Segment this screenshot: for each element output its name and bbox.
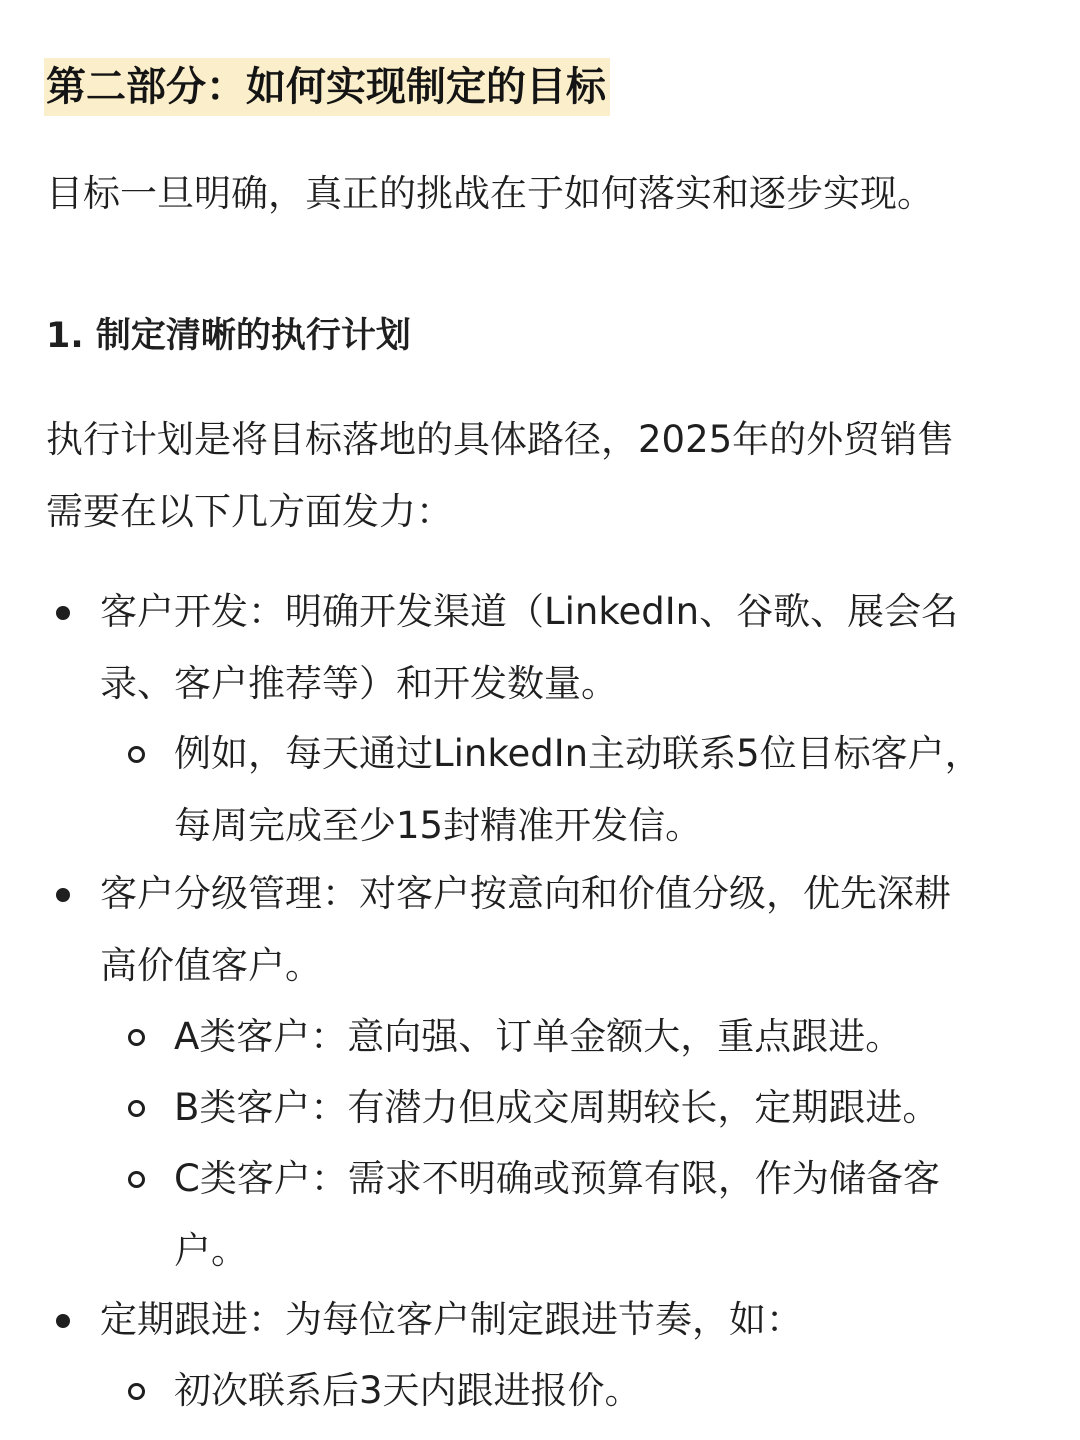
sub-bullet-circle xyxy=(128,1383,145,1400)
bullet-dot xyxy=(56,606,70,620)
sub-list-item-line: 初次联系后3天内跟进报价。 xyxy=(174,1369,642,1412)
list-item-customer-tiering xyxy=(100,858,1050,1002)
list-item-customer-development xyxy=(100,576,1050,720)
intro-paragraph: 目标一旦明确，真正的挑战在于如何落实和逐步实现。 xyxy=(46,172,934,215)
sub-bullet-circle xyxy=(128,1100,145,1117)
sub-list-item-line: C类客户：需求不明确或预算有限，作为储备客 xyxy=(174,1157,940,1200)
list-item-line: 客户开发：明确开发渠道（LinkedIn、谷歌、展会名 xyxy=(100,590,959,633)
sub-list-item-line: A类客户：意向强、订单金额大，重点跟进。 xyxy=(174,1015,903,1058)
bullet-dot xyxy=(56,1314,70,1328)
paragraph-line: 需要在以下几方面发力： xyxy=(46,490,453,533)
sub-list-item-line: 户。 xyxy=(174,1229,248,1272)
sub-list-item-line: 每周完成至少15封精准开发信。 xyxy=(174,804,703,847)
subheading-execution-plan: 1. 制定清晰的执行计划 xyxy=(46,316,411,356)
sub-list-item-class-c xyxy=(174,1143,1054,1287)
bullet-dot xyxy=(56,888,70,902)
execution-plan-paragraph xyxy=(46,404,1036,548)
sub-list-item-line: 例如，每天通过LinkedIn主动联系5位目标客户， xyxy=(174,732,982,775)
sub-list-item-line: B类客户：有潜力但成交周期较长，定期跟进。 xyxy=(174,1086,940,1129)
list-item-line: 录、客户推荐等）和开发数量。 xyxy=(100,662,618,705)
section-title: 第二部分：如何实现制定的目标 xyxy=(44,58,610,116)
list-item-line: 客户分级管理：对客户按意向和价值分级，优先深耕 xyxy=(100,872,951,915)
sub-list-item-example xyxy=(174,718,1054,862)
sub-bullet-circle xyxy=(128,746,145,763)
sub-bullet-circle xyxy=(128,1171,145,1188)
list-item-line: 定期跟进：为每位客户制定跟进节奏，如： xyxy=(100,1298,803,1341)
list-item-line: 高价值客户。 xyxy=(100,944,322,987)
sub-bullet-circle xyxy=(128,1029,145,1046)
sub-list-item-follow-up-quote xyxy=(174,1355,1054,1427)
paragraph-line: 执行计划是将目标落地的具体路径，2025年的外贸销售 xyxy=(46,418,955,461)
sub-list-item-class-b xyxy=(174,1072,1054,1144)
list-item-regular-follow-up xyxy=(100,1284,1050,1356)
sub-list-item-class-a xyxy=(174,1001,1054,1073)
